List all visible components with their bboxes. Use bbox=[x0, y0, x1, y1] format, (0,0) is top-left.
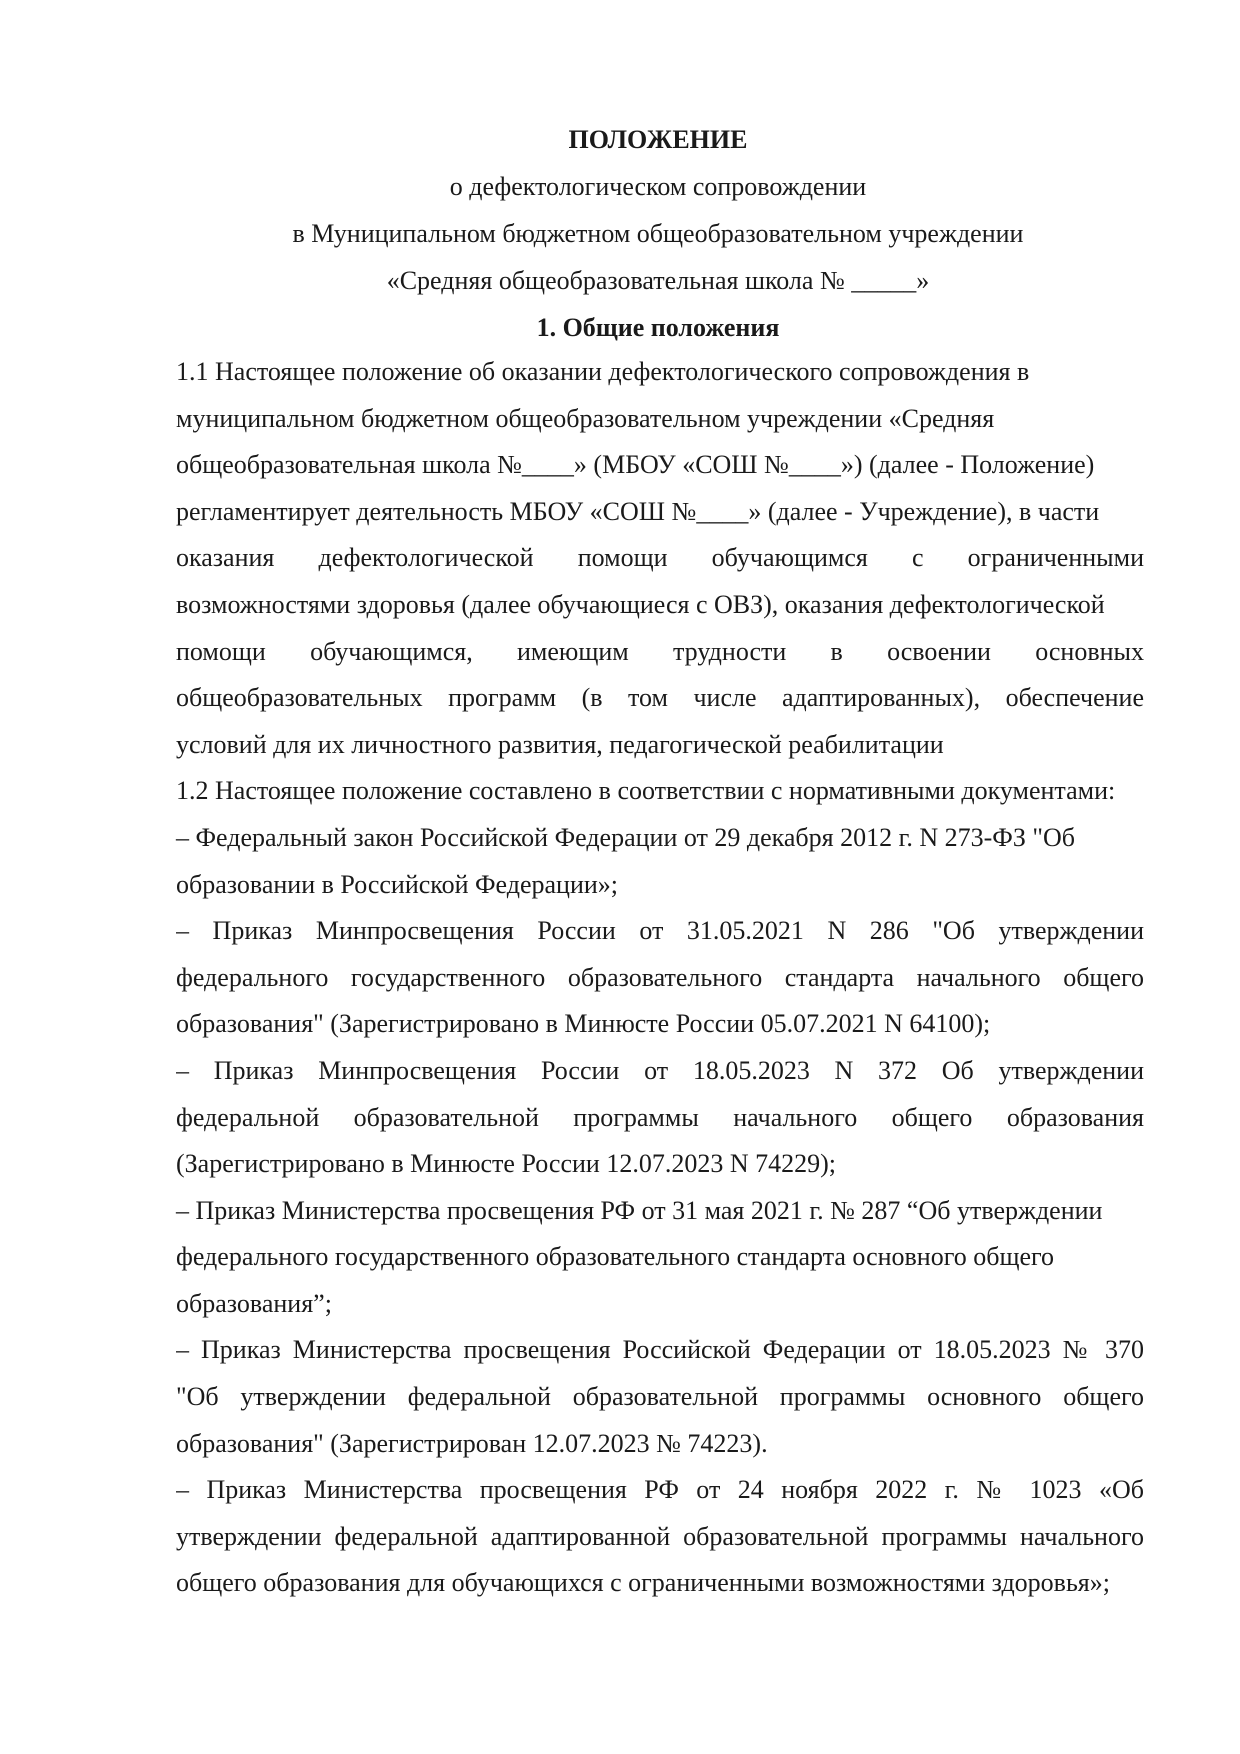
body-line: 1.2 Настоящее положение составлено в соответствии с нормативными документами: bbox=[176, 776, 1116, 806]
document-body bbox=[176, 349, 1144, 1607]
body-line: регламентирует деятельность МБОУ «СОШ №____» (далее - Учреждение), в части bbox=[176, 496, 1100, 526]
body-line: условий для их личностного развития, педагогической реабилитации bbox=[176, 729, 944, 759]
body-line: образования" (Зарегистрировано в Минюсте России 05.07.2021 N 64100); bbox=[176, 1009, 991, 1039]
body-line: утверждении федеральной адаптированной образовательной программы начального bbox=[176, 1521, 1144, 1551]
body-line: "Об утверждении федеральной образовательной программы основного общего bbox=[176, 1382, 1144, 1412]
body-line: муниципальном бюджетном общеобразовательном учреждении «Средняя bbox=[176, 403, 995, 433]
body-line: федерального государственного образовательного стандарта основного общего bbox=[176, 1242, 1055, 1272]
document-title: ПОЛОЖЕНИЕ bbox=[568, 125, 748, 154]
section-heading: 1. Общие положения bbox=[536, 313, 780, 342]
body-line: – Приказ Министерства просвещения Российской Федерации от 18.05.2023 № 370 bbox=[176, 1335, 1144, 1365]
body-line: общего образования для обучающихся с ограниченными возможностями здоровья»; bbox=[176, 1568, 1110, 1598]
body-line: общеобразовательных программ (в том числе адаптированных), обеспечение bbox=[176, 683, 1144, 713]
body-line: оказания дефектологической помощи обучающимся с ограниченными bbox=[176, 543, 1144, 573]
body-line: – Приказ Министерства просвещения РФ от 31 мая 2021 г. № 287 “Об утверждении bbox=[176, 1195, 1103, 1225]
body-line: – Федеральный закон Российской Федерации от 29 декабря 2012 г. N 273-ФЗ "Об bbox=[176, 822, 1075, 852]
subtitle-line: «Средняя общеобразовательная школа № _____» bbox=[386, 266, 930, 295]
body-line: федерального государственного образовательного стандарта начального общего bbox=[176, 962, 1144, 992]
body-line: помощи обучающимся, имеющим трудности в освоении основных bbox=[176, 636, 1144, 666]
body-line: федеральной образовательной программы начального общего образования bbox=[176, 1102, 1144, 1132]
body-line: образования" (Зарегистрирован 12.07.2023 № 74223). bbox=[176, 1428, 768, 1458]
title-block bbox=[176, 116, 1140, 351]
body-line: – Приказ Минпросвещения России от 18.05.2023 N 372 Об утверждении bbox=[176, 1055, 1144, 1085]
body-line: – Приказ Министерства просвещения РФ от 24 ноября 2022 г. № 1023 «Об bbox=[176, 1475, 1144, 1505]
body-line: 1.1 Настоящее положение об оказании дефектологического сопровождения в bbox=[176, 357, 1030, 386]
subtitle-line: о дефектологическом сопровождении bbox=[449, 172, 867, 201]
body-line: (Зарегистрировано в Минюсте России 12.07.2023 N 74229); bbox=[176, 1149, 836, 1179]
body-line: образовании в Российской Федерации»; bbox=[176, 869, 619, 899]
body-line: образования”; bbox=[176, 1288, 332, 1318]
body-line: общеобразовательная школа №____» (МБОУ «СОШ №____») (далее - Положение) bbox=[176, 450, 1095, 480]
body-line: – Приказ Минпросвещения России от 31.05.2021 N 286 "Об утверждении bbox=[176, 916, 1144, 946]
subtitle-line: в Муниципальном бюджетном общеобразовательном учреждении bbox=[292, 219, 1024, 248]
body-line: возможностями здоровья (далее обучающиеся с ОВЗ), оказания дефектологической bbox=[176, 589, 1105, 619]
